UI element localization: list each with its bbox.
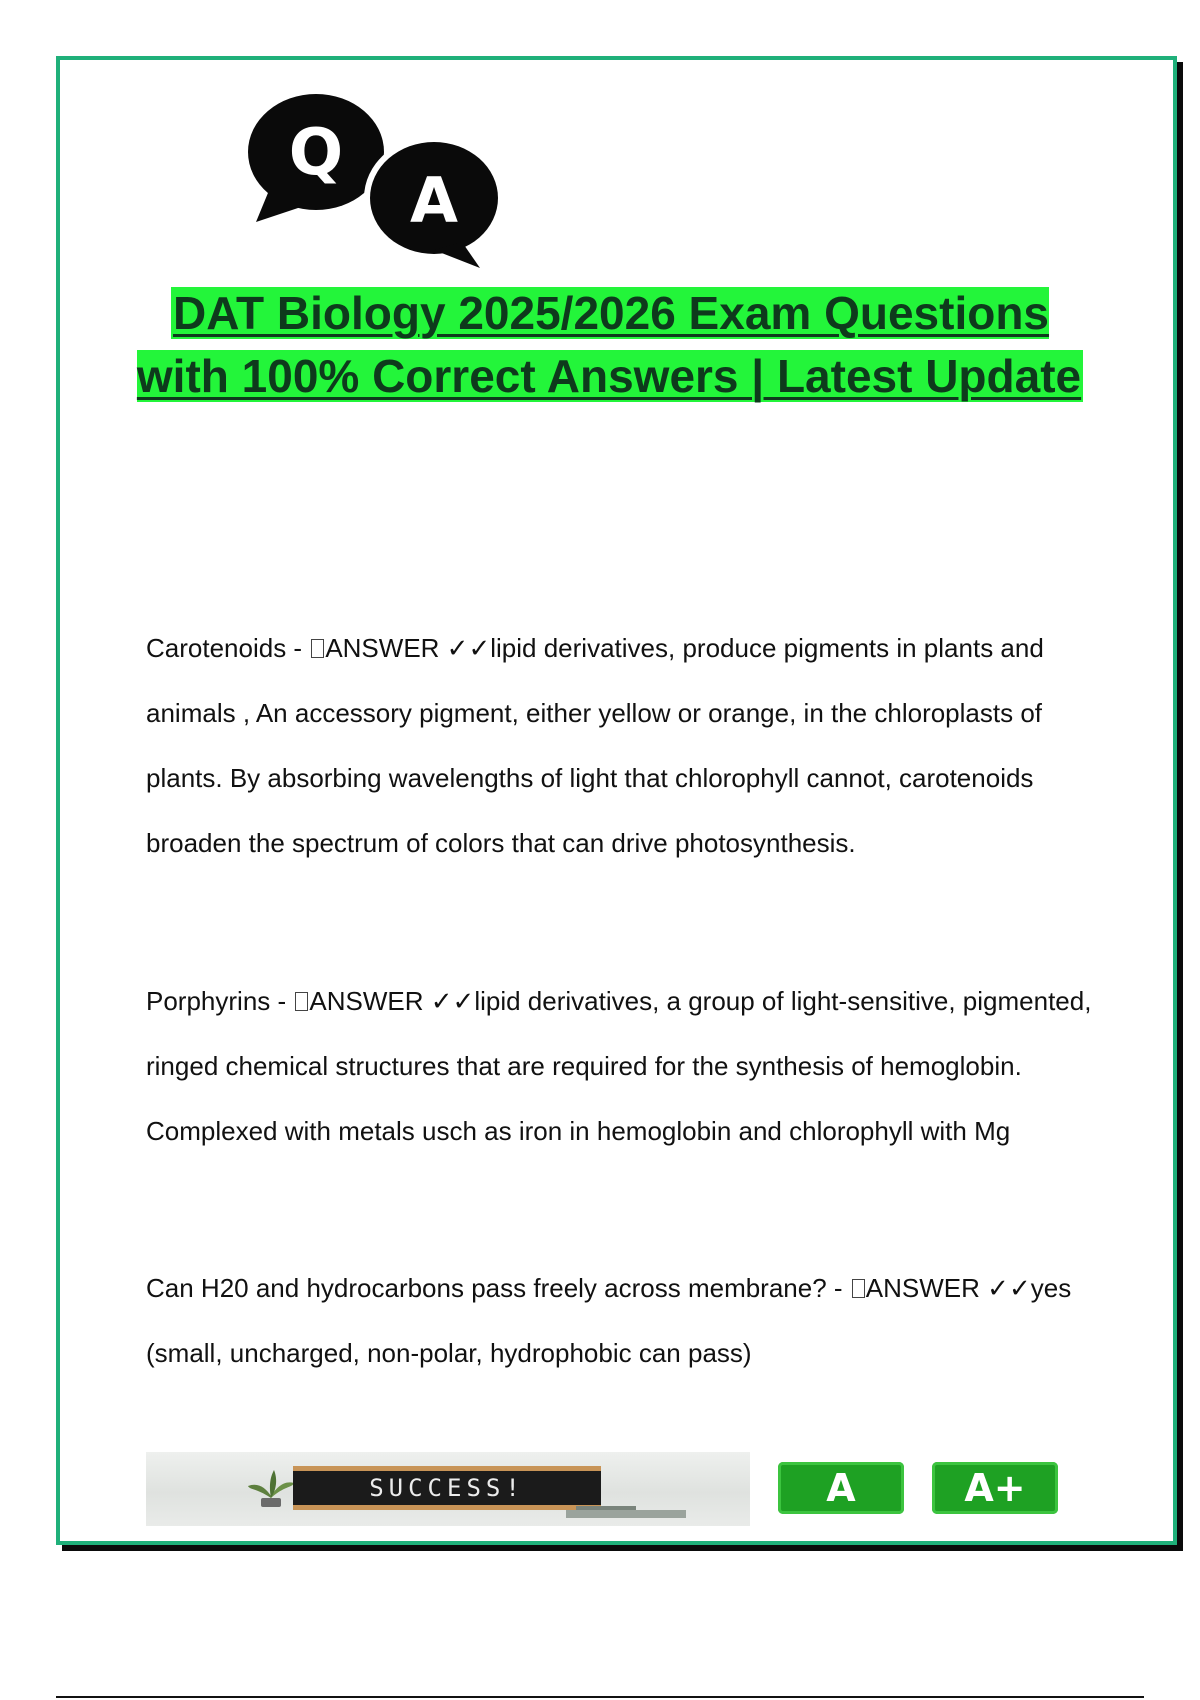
question-text: Carotenoids — [146, 633, 287, 663]
page-title — [130, 282, 1090, 408]
grade-a-badge: A — [778, 1462, 904, 1514]
answer-letter: A — [410, 164, 458, 237]
missing-glyph-icon — [295, 992, 308, 1011]
answer-bubble-icon — [364, 136, 504, 268]
plant-icon — [246, 1468, 296, 1508]
footer-divider — [56, 1696, 1144, 1698]
qa-item-carotenoids: Carotenoids - ANSWER ✓✓lipid derivatives, produce pigments in plants and animals , An accessory pigment, either yellow or orange, in the chloroplasts of plants. By absorbing wavelengths of light that chlorophyll cannot, carotenoids broaden the spectrum of colors that can drive photosynthesis. — [146, 633, 1044, 858]
check-marks-icon: ✓✓ — [430, 986, 475, 1016]
qa-item-membrane: Can H20 and hydrocarbons pass freely across membrane? - ANSWER ✓✓yes (small, uncharged, non-polar, hydrophobic can pass) — [146, 1273, 1072, 1368]
question-bubble-icon — [248, 94, 384, 222]
grade-a-plus-badge: A+ — [932, 1462, 1058, 1514]
question-letter: Q — [288, 116, 344, 190]
qa-item-porphyrins: Porphyrins - ANSWER ✓✓lipid derivatives, a group of light-sensitive, pigmented, ringed chemical structures that are required for the synthesis of hemoglobin. Complexed with metals usch as iron in hemoglobin and chlorophyll with Mg — [146, 986, 1092, 1146]
question-text: Porphyrins — [146, 986, 271, 1016]
answer-text: lipid derivatives, produce pigments in plants and animals , An accessory pigment, either yellow or orange, in the chloroplasts of plants. By absorbing wavelengths of light that chlorophyll cannot, carotenoids broaden the spectrum of colors that can drive photosynthesis. — [146, 633, 1044, 858]
answer-text: lipid derivatives, a group of light-sensitive, pigmented, ringed chemical structures that are required for the synthesis of hemoglobin. Complexed with metals usch as iron in hemoglobin and chlorophyll with Mg — [146, 986, 1092, 1146]
success-board: SUCCESS! — [293, 1466, 601, 1510]
missing-glyph-icon — [852, 1279, 865, 1298]
success-banner-image — [146, 1452, 750, 1526]
answer-label: ANSWER — [325, 633, 440, 663]
qa-logo — [248, 92, 508, 270]
missing-glyph-icon — [311, 639, 324, 658]
page-title-text: DAT Biology 2025/2026 Exam Questions with 100% Correct Answers | Latest Update — [136, 287, 1082, 402]
question-text: Can H20 and hydrocarbons pass freely across membrane? — [146, 1273, 827, 1303]
check-marks-icon: ✓✓ — [446, 633, 491, 663]
answer-text: yes (small, uncharged, non-polar, hydrophobic can pass) — [146, 1273, 1072, 1368]
answer-label: ANSWER — [865, 1273, 980, 1303]
check-marks-icon: ✓✓ — [987, 1273, 1031, 1303]
answer-label: ANSWER — [309, 986, 424, 1016]
tray-icon — [566, 1506, 686, 1520]
